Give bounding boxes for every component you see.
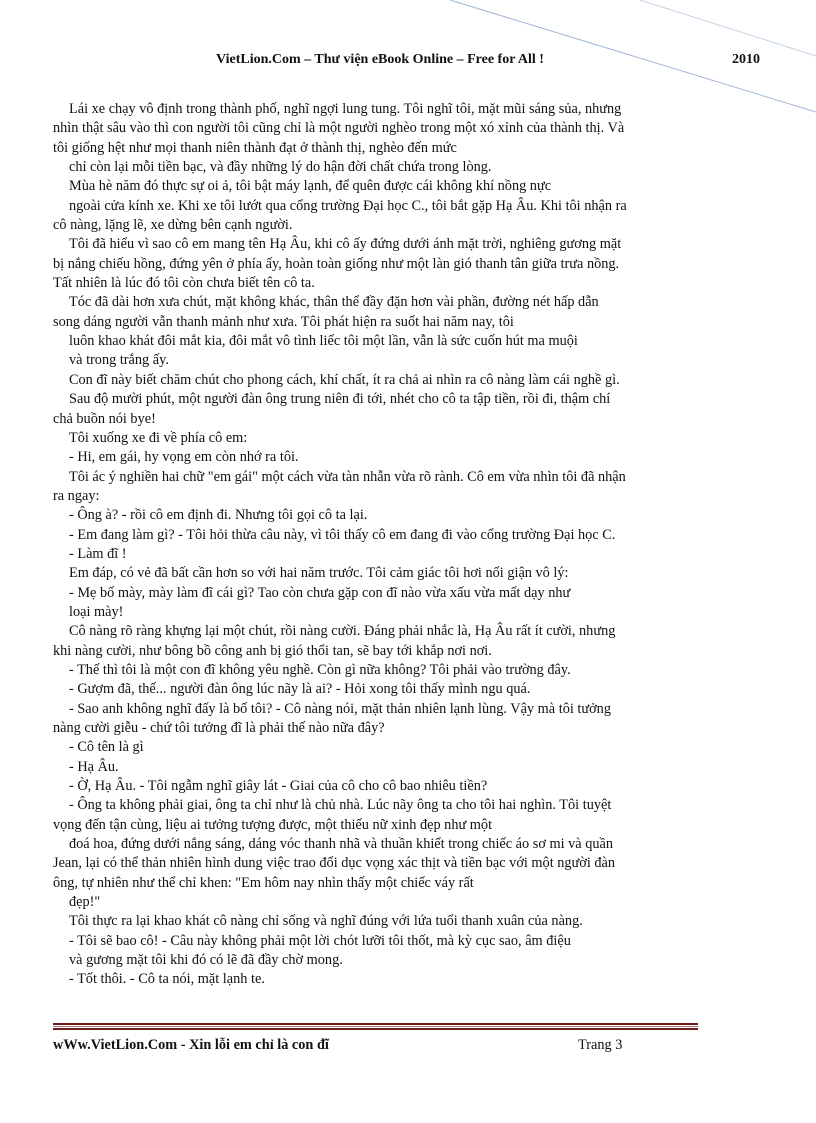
text-line: - Tôi sẽ bao cô! - Câu này không phải một lời chót lưỡi tôi thốt, mà kỳ cục sao, âm điệu xyxy=(69,932,571,949)
text-line: Con đĩ này biết chăm chút cho phong cách, khí chất, ít ra chả ai nhìn ra cô nàng làm cái nghề gì. xyxy=(69,371,620,388)
text-line: - Sao anh không nghĩ đấy là bố tôi? - Cô nàng nói, mặt thản nhiên lạnh lùng. Vậy mà tôi tưởng xyxy=(69,700,611,717)
text-line: Sau độ mười phút, một người đàn ông trung niên đi tới, nhét cho cô ta tập tiền, rồi đi, thậm chí xyxy=(69,391,611,408)
text-line: - Tốt thôi. - Cô ta nói, mặt lạnh te. xyxy=(69,971,265,988)
text-line: - Gượm đã, thế... người đàn ông lúc nãy là ai? - Hỏi xong tôi thấy mình ngu quá. xyxy=(69,681,531,698)
text-line: Tóc đã dài hơn xưa chút, mặt không khác, thân thể đầy đặn hơn vài phần, đường nét hấp dẫn xyxy=(69,294,599,311)
footer-divider xyxy=(53,1023,698,1030)
footer-site-title: wWw.VietLion.Com - Xin lỗi em chỉ là con đĩ xyxy=(53,1037,329,1053)
text-line: - Mẹ bố mày, mày làm đĩ cái gì? Tao còn chưa gặp con đĩ nào vừa xấu vừa mất dạy như xyxy=(69,584,571,601)
text-line: - Hạ Âu. xyxy=(69,758,119,775)
text-line: Tôi ác ý nghiền hai chữ "em gái" một cách vừa tàn nhẫn vừa rõ rành. Cô em vừa nhìn tôi đã nhận xyxy=(69,468,626,485)
text-line: và gương mặt tôi khi đó có lẽ đã đầy chờ mong. xyxy=(69,952,343,969)
text-line: - Ờ, Hạ Âu. - Tôi ngẫm nghĩ giây lát - Giai của cô cho cô bao nhiêu tiền? xyxy=(69,778,488,795)
text-line: - Thế thì tôi là một con đĩ không yêu nghề. Còn gì nữa không? Tôi phải vào trường đây. xyxy=(69,661,571,678)
text-line: chả buồn nói bye! xyxy=(53,410,156,427)
text-line: - Ông ta không phải giai, ông ta chỉ như là chủ nhà. Lúc nãy ông ta cho tôi hai nghìn. Tôi tuyệt xyxy=(69,797,612,814)
text-line: Tôi xuống xe đi về phía cô em: xyxy=(69,429,248,446)
text-line: tôi giống hệt như mọi thanh niên thành đạt ở thành thị, nghèo đến mức xyxy=(53,139,457,156)
text-line: vọng đến tận cùng, liệu ai tưởng tượng được, một thiếu nữ xinh đẹp như một xyxy=(53,816,493,833)
text-line: đoá hoa, đứng dưới nắng sáng, dáng vóc thanh nhã và thuần khiết trong chiếc áo sơ mi và quần xyxy=(69,836,613,853)
body-text xyxy=(53,100,703,990)
page-number: Trang 3 xyxy=(578,1037,623,1053)
text-line: - Làm đĩ ! xyxy=(69,545,127,562)
text-line: đẹp!" xyxy=(69,894,101,911)
text-line: Tôi thực ra lại khao khát cô nàng chỉ sống và nghĩ đúng với lứa tuổi thanh xuân của nàng. xyxy=(69,913,583,930)
text-line: - Ông à? - rồi cô em định đi. Nhưng tôi gọi cô ta lại. xyxy=(69,507,368,524)
text-line: loại mày! xyxy=(69,603,124,620)
text-line: chỉ còn lại mỗi tiền bạc, và đầy những lý do hận đời chất chứa trong lòng. xyxy=(69,159,492,176)
text-line: song dáng người vẫn thanh mảnh như xưa. Tôi phát hiện ra suốt hai năm nay, tôi xyxy=(53,313,514,330)
text-line: và trong trắng ấy. xyxy=(69,352,169,369)
text-line: Jean, lại có thể thản nhiên hình dung việc trao đổi dục vọng xác thịt và tiền bạc với một người đàn xyxy=(53,855,616,872)
text-line: Mùa hè năm đó thực sự oi ả, tôi bật máy lạnh, để quên được cái không khí nồng nực xyxy=(69,178,552,195)
text-line: Em đáp, có vẻ đã bất cần hơn so với hai năm trước. Tôi cảm giác tôi hơi nổi giận vô lý: xyxy=(69,565,569,582)
text-line: nhìn thật sâu vào thì con người tôi cũng chỉ là một người nghèo trong một xó xỉnh của thành thị. Và xyxy=(53,120,625,137)
text-line: - Em đang làm gì? - Tôi hỏi thừa câu này, vì tôi thấy cô em đang đi vào cổng trường Đại học C. xyxy=(69,526,616,543)
text-line: - Cô tên là gì xyxy=(69,739,144,756)
text-line: Tất nhiên là lúc đó tôi còn chưa biết tên cô ta. xyxy=(53,275,315,292)
text-line: bị nắng chiếu hồng, đứng yên ở phía ấy, hoàn toàn giống như một làn gió thanh tân giữa trưa nồng. xyxy=(53,255,620,272)
corner-line xyxy=(640,0,816,56)
text-line: cô nàng, lặng lẽ, xe dừng bên cạnh người. xyxy=(53,217,293,234)
header-year: 2010 xyxy=(732,52,760,67)
text-line: nàng cười giễu - chứ tôi tưởng đĩ là phải thế nào nữa đây? xyxy=(53,720,385,736)
header-title: VietLion.Com – Thư viện eBook Online – Free for All ! xyxy=(216,52,544,67)
text-line: luôn khao khát đôi mắt kia, đôi mắt vô tình liếc tôi một lần, vẫn là sức cuốn hút ma muội xyxy=(69,333,578,350)
text-line: Lái xe chạy vô định trong thành phố, nghĩ ngợi lung tung. Tôi nghĩ tôi, mặt mũi sáng sủa, nhưng xyxy=(69,101,622,117)
text-line: Cô nàng rõ ràng khựng lại một chút, rồi nàng cười. Đáng phải nhắc là, Hạ Âu rất ít cười, nhưng xyxy=(69,623,616,640)
text-line: ngoài cửa kính xe. Khi xe tôi lướt qua cổng trường Đại học C., tôi bắt gặp Hạ Âu. Khi tôi nhận ra xyxy=(69,197,627,214)
text-line: khi nàng cười, như bông bồ công anh bị gió thổi tan, sẽ bay tới khắp nơi nơi. xyxy=(53,642,492,659)
text-line: ra ngay: xyxy=(53,487,100,504)
text-line: - Hi, em gái, hy vọng em còn nhớ ra tôi. xyxy=(69,449,299,466)
text-line: Tôi đã hiểu vì sao cô em mang tên Hạ Âu, khi cô ấy đứng dưới ánh mặt trời, nghiêng gương mặt xyxy=(69,236,622,253)
text-line: ông, tự nhiên như thể chỉ khen: "Em hôm nay nhìn thấy một chiếc váy rất xyxy=(53,874,474,891)
